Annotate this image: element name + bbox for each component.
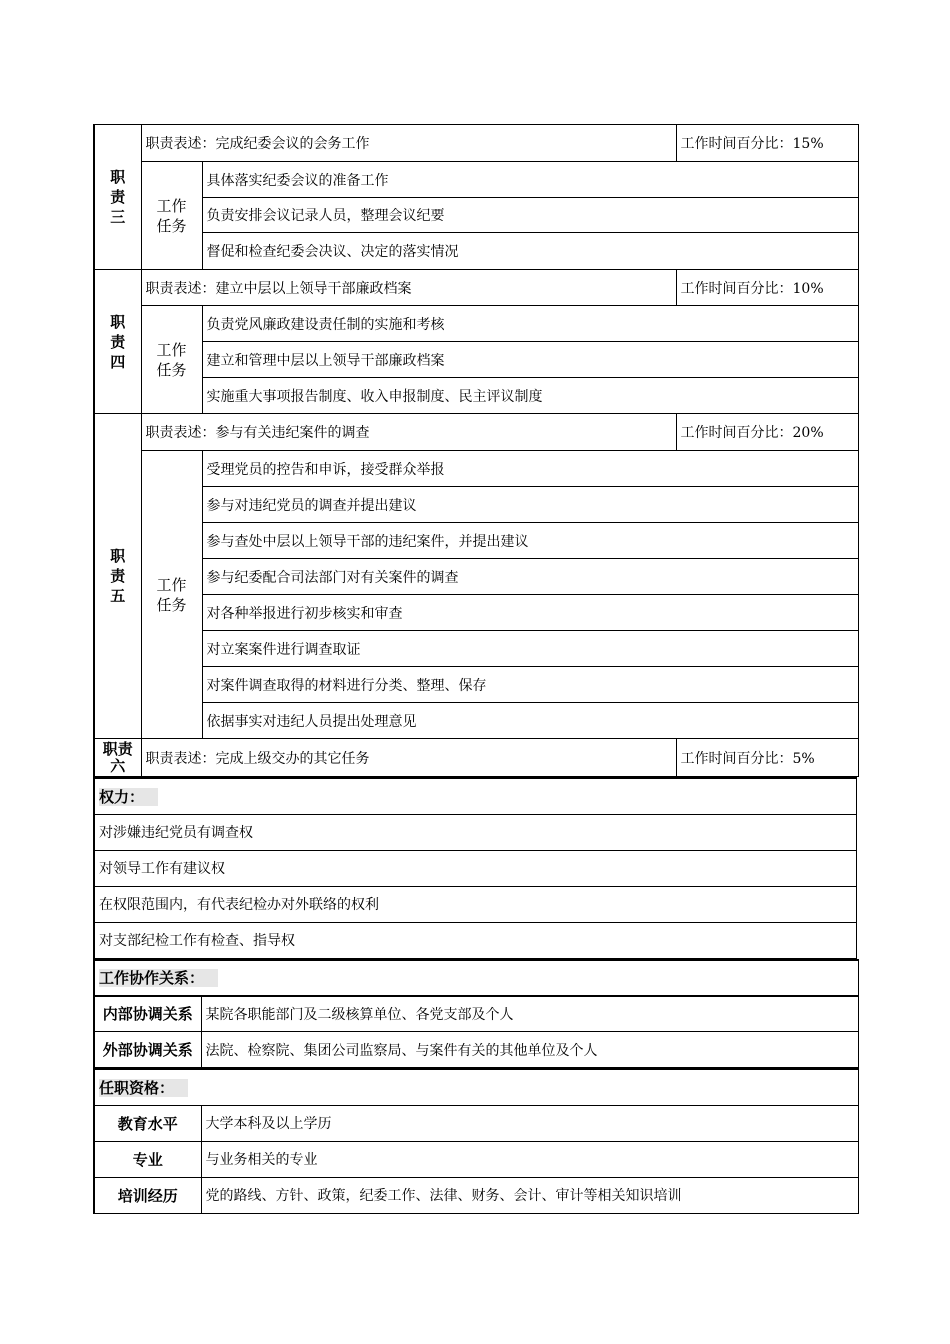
duty-5-task: 对各种举报进行初步核实和审查 (202, 595, 858, 631)
duty-5-summary: 职责表述：参与有关违纪案件的调查 (141, 414, 676, 451)
duty-4-time-percent: 工作时间百分比：10% (676, 270, 858, 306)
education-value: 大学本科及以上学历 (201, 1105, 858, 1141)
duty-6-summary: 职责表述：完成上级交办的其它任务 (141, 739, 676, 777)
major-value: 与业务相关的专业 (201, 1141, 858, 1177)
qualifications-table (93, 1068, 859, 1214)
power-item: 对支部纪检工作有检查、指导权 (94, 922, 857, 958)
duty-5-time-percent: 工作时间百分比：20% (676, 414, 858, 451)
duty-5-task: 参与纪委配合司法部门对有关案件的调查 (202, 559, 858, 595)
duty-5-task: 参与查处中层以上领导干部的违纪案件，并提出建议 (202, 523, 858, 559)
duty-3-task: 负责安排会议记录人员，整理会议纪要 (202, 198, 858, 233)
major-label: 专业 (94, 1141, 201, 1177)
internal-relations-value: 某院各职能部门及二级核算单位、各党支部及个人 (201, 996, 858, 1032)
duty-3-task: 督促和检查纪委会决议、决定的落实情况 (202, 233, 858, 270)
power-table (93, 777, 857, 959)
duty-3-task: 具体落实纪委会议的准备工作 (202, 162, 858, 198)
duty-5-task: 对案件调查取得的材料进行分类、整理、保存 (202, 667, 858, 703)
power-item: 在权限范围内，有代表纪检办对外联络的权利 (94, 886, 857, 922)
duty-5-task: 依据事实对违纪人员提出处理意见 (202, 703, 858, 739)
duty-6-label: 职责 六 (94, 739, 141, 777)
qualifications-heading: 任职资格： (94, 1069, 858, 1105)
duty-6-time-percent: 工作时间百分比：5% (676, 739, 858, 777)
job-description-document (93, 124, 857, 1214)
duty-3-task-label: 工作 任务 (141, 162, 202, 270)
duty-4-task: 实施重大事项报告制度、收入申报制度、民主评议制度 (202, 378, 858, 414)
relations-table (93, 959, 859, 1069)
duty-5-task-label: 工作 任务 (141, 451, 202, 739)
relations-heading: 工作协作关系： (94, 960, 858, 996)
duty-table (93, 124, 859, 777)
duty-3-label: 职 责 三 (94, 125, 141, 270)
education-label: 教育水平 (94, 1105, 201, 1141)
power-item: 对涉嫌违纪党员有调查权 (94, 814, 857, 850)
duty-3-time-percent: 工作时间百分比：15% (676, 125, 858, 162)
external-relations-label: 外部协调关系 (94, 1032, 201, 1068)
duty-5-task: 参与对违纪党员的调查并提出建议 (202, 487, 858, 523)
internal-relations-label: 内部协调关系 (94, 996, 201, 1032)
duty-4-task: 建立和管理中层以上领导干部廉政档案 (202, 342, 858, 378)
training-label: 培训经历 (94, 1177, 201, 1213)
power-item: 对领导工作有建议权 (94, 850, 857, 886)
duty-4-label: 职 责 四 (94, 270, 141, 414)
power-heading: 权力： (94, 778, 857, 814)
duty-4-summary: 职责表述：建立中层以上领导干部廉政档案 (141, 270, 676, 306)
external-relations-value: 法院、检察院、集团公司监察局、与案件有关的其他单位及个人 (201, 1032, 858, 1068)
duty-5-task: 对立案案件进行调查取证 (202, 631, 858, 667)
duty-4-task-label: 工作 任务 (141, 306, 202, 414)
duty-5-label: 职 责 五 (94, 414, 141, 739)
duty-4-task: 负责党风廉政建设责任制的实施和考核 (202, 306, 858, 342)
training-value: 党的路线、方针、政策，纪委工作、法律、财务、会计、审计等相关知识培训 (201, 1177, 858, 1213)
duty-3-summary: 职责表述：完成纪委会议的会务工作 (141, 125, 676, 162)
duty-5-task: 受理党员的控告和申诉，接受群众举报 (202, 451, 858, 487)
